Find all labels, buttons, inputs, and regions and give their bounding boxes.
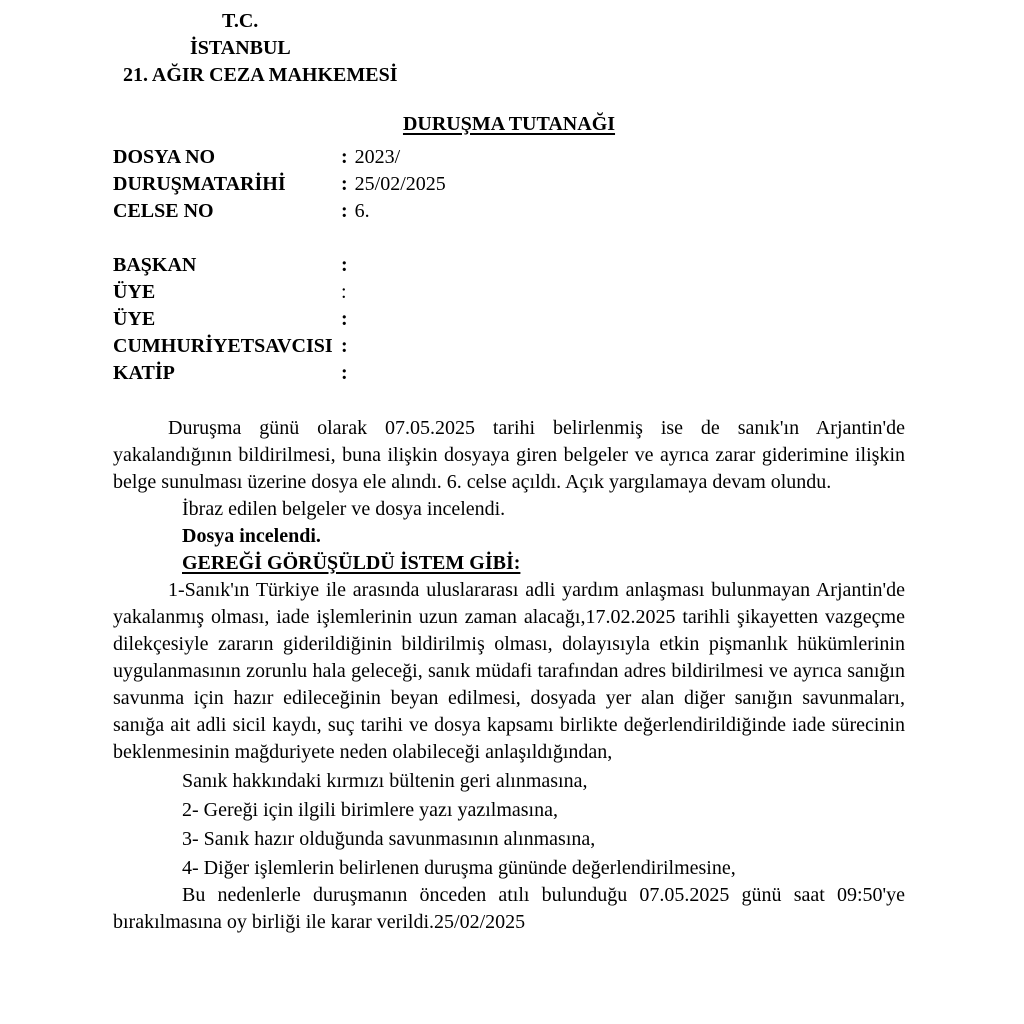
decision-item-4: 4- Diğer işlemlerin belirlenen duruşma gününde değerlendirilmesine, [182, 857, 736, 879]
heading-geregi-line [113, 550, 905, 577]
header-republic-line: T.C. [222, 10, 259, 32]
line-ibraz-incelendi: İbraz edilen belgeler ve dosya incelendi. [182, 498, 506, 520]
field-row-celse-no [113, 198, 905, 225]
decision-item-red-notice: Sanık hakkındaki kırmızı bültenin geri alınmasına, [182, 770, 588, 792]
field-value-celse-no: 6. [354, 200, 370, 222]
official-colon: : [341, 362, 348, 384]
field-label-durusma-tarihi: DURUŞMATARİHİ [113, 173, 286, 195]
document-title-text: DURUŞMA TUTANAĞI [402, 113, 616, 135]
decision-item-2: 2- Gereği için ilgili birimlere yazı yazılmasına, [182, 799, 558, 821]
official-label-uye-2: ÜYE [113, 308, 156, 330]
official-row-katip [113, 360, 905, 387]
field-row-dosya-no [113, 144, 905, 171]
field-row-durusma-tarihi [113, 171, 905, 198]
field-label-dosya-no: DOSYA NO [113, 146, 216, 168]
official-row-savci [113, 333, 905, 360]
official-colon: : [341, 254, 348, 276]
field-colon: : [341, 200, 348, 222]
paragraph-closing: Bu nedenlerle duruşmanın önceden atılı bulunduğu 07.05.2025 günü saat 09:50'ye bırakılmasına oy birliği ile karar verildi.25/02/2025 [113, 884, 905, 933]
official-label-savci: CUMHURİYETSAVCISI [113, 335, 333, 357]
document-title [113, 111, 905, 138]
paragraph-opening: Duruşma günü olarak 07.05.2025 tarihi belirlenmiş ise de sanık'ın Arjantin'de yakalandığının bildirilmesi, buna ilişkin dosyaya giren belgeler ve ayrıca zarar giderimine ilişkin belge sunulması üzerine dosya ele alındı. 6. celse açıldı. Açık yargılamaya devam olundu. [113, 417, 905, 493]
officials-block [113, 252, 905, 387]
paragraph-reasoning: 1-Sanık'ın Türkiye ile arasında uluslararası adli yardım anlaşması bulunmayan Arjantin'de yakalanmış olması, iade işlemlerinin uzun zaman alacağı,17.02.2025 tarihli şikayetten vazgeçme dilekçesiyle zararın giderildiğinin bildirilmiş olması, dolayısıyla etkin pişmanlık hükümlerinin uygulanmasının zorunlu hala geleceği, sanık müdafi tarafından adres bildirilmesi ve ayrıca sanığın savunma için hazır edileceğinin beyan edilmesi, dosyada yer alan diğer sanığın savunmaları, sanığa ait adli sicil kaydı, suç tarihi ve dosya kapsamı birlikte değerlendirildiğinde iade sürecinin beklenmesinin mağduriyete neden olabileceği anlaşıldığından, [113, 579, 905, 763]
header-city-line: İSTANBUL [190, 37, 291, 59]
official-row-uye-1 [113, 279, 905, 306]
field-label-celse-no: CELSE NO [113, 200, 214, 222]
line-dosya-incelendi: Dosya incelendi. [182, 525, 321, 547]
field-value-durusma-tarihi: 25/02/2025 [354, 173, 446, 195]
official-colon: : [341, 281, 347, 303]
header-court-line: 21. AĞIR CEZA MAHKEMESİ [123, 64, 398, 86]
official-colon: : [341, 335, 348, 357]
official-label-uye-1: ÜYE [113, 281, 156, 303]
heading-geregi-text: GEREĞİ GÖRÜŞÜLDÜ İSTEM GİBİ: [182, 552, 521, 574]
official-label-katip: KATİP [113, 362, 175, 384]
field-value-dosya-no: 2023/ [354, 146, 401, 168]
official-label-baskan: BAŞKAN [113, 254, 197, 276]
field-colon: : [341, 146, 348, 168]
official-colon: : [341, 308, 348, 330]
case-info-block [113, 144, 905, 225]
document-header [113, 8, 905, 89]
official-row-baskan [113, 252, 905, 279]
decision-item-3: 3- Sanık hazır olduğunda savunmasının alınmasına, [182, 828, 596, 850]
field-colon: : [341, 173, 348, 195]
official-row-uye-2 [113, 306, 905, 333]
